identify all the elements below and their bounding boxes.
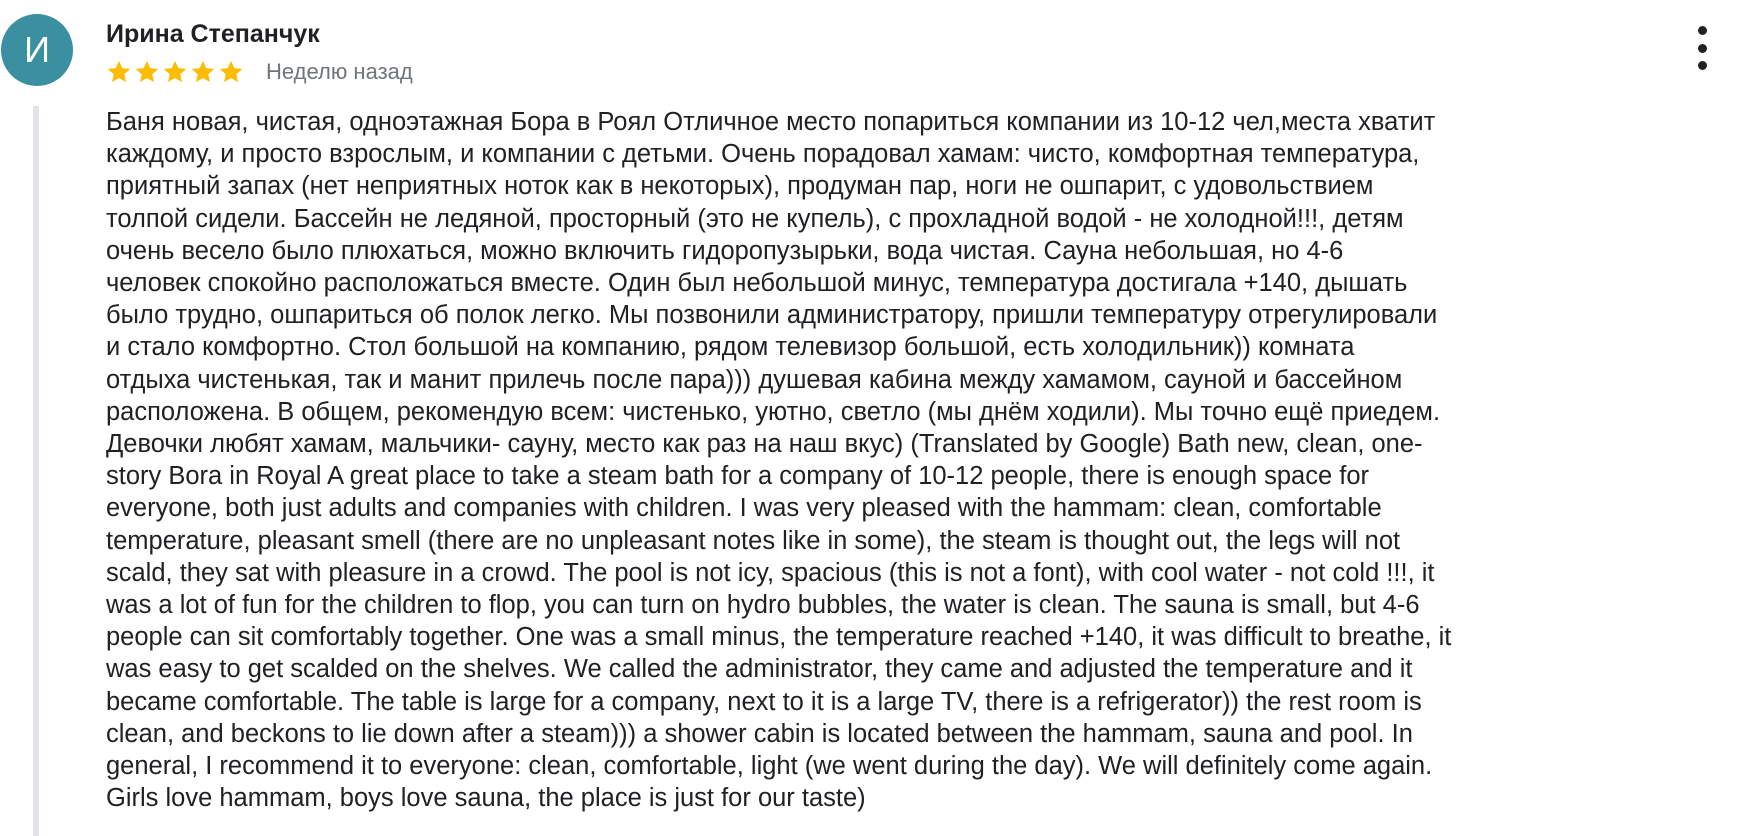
review-time: Неделю назад [266, 59, 413, 84]
more-vert-icon [1698, 26, 1707, 35]
avatar[interactable] [1, 14, 73, 86]
star-icon [134, 59, 160, 85]
star-icon [162, 59, 188, 85]
review-text: Баня новая, чистая, одноэтажная Бора в Роял Отличное место попариться компании из 10-12 чел,места хватит каждому, и просто взрослым, и компании с детьми. Очень порадовал хамам: чисто, комфортная температура, приятный запах (нет неприятных ноток как в некоторых), продуман пар, ноги не ошпарит, с удовольствием толпой сидели. Бассейн не ледяной, просторный (это не купель), с прохладной водой - не холодной!!!, детям очень весело было плюхаться, можно включить гидоропузырьки, вода чистая. Сауна небольшая, но 4-6 человек спокойно расположаться вместе. Один был небольшой минус, температура достигала +140, дышать было трудно, ошпариться об полок легко. Мы позвонили администратору, пришли температуру отрегулировали и стало комфортно. Стол большой на компанию, рядом телевизор большой, есть холодильник)) комната отдыха чистенькая, так и манит прилечь после пара))) душевая кабина между хамамом, сауной и бассейном расположена. В общем, рекомендую всем: чистенько, уютно, светло (мы днём ходили). Мы точно ещё приедем. Девочки любят хамам, мальчики- сауну, место как раз на наш вкус) (Translated by Google) Bath new, clean, one- story Bora in Royal A great place to take a steam bath for a company of 10-12 people, there is enough space for everyone, both just adults and companies with children. I was very pleased with the hammam: clean, comfortable temperature, pleasant smell (there are no unpleasant notes like in some), the steam is thought out, the legs will not scald, they sat with pleasure in a crowd. The pool is not icy, spacious (this is not a font), with cool water - not cold !!!, it was a lot of fun for the children to flop, you can turn on hydro bubbles, the water is clean. The sauna is small, but 4-6 people can sit comfortably together. One was a small minus, the temperature reached +140, it was difficult to breathe, it was easy to get scalded on the shelves. We called the administrator, they came and adjusted the temperature and it became comfortable. The table is large for a company, next to it is a large TV, there is a refrigerator)) the rest room is clean, and beckons to lie down after a steam))) a shower cabin is located between the hammam, sauna and pool. In general, I recommend it to everyone: clean, comfortable, light (we went during the day). We will definitely come again. Girls love hammam, boys love sauna, the place is just for our taste) [106, 108, 1452, 813]
more-vert-icon [1698, 61, 1707, 70]
star-icon [106, 59, 132, 85]
avatar-letter: И [24, 29, 50, 70]
more-options-button[interactable] [1690, 26, 1714, 70]
rating-row [106, 57, 413, 87]
quote-bar [33, 106, 39, 836]
star-icon [218, 59, 244, 85]
more-vert-icon [1698, 44, 1707, 53]
star-rating [106, 59, 246, 85]
author-name[interactable]: Ирина Степанчук [106, 20, 320, 48]
star-icon [190, 59, 216, 85]
